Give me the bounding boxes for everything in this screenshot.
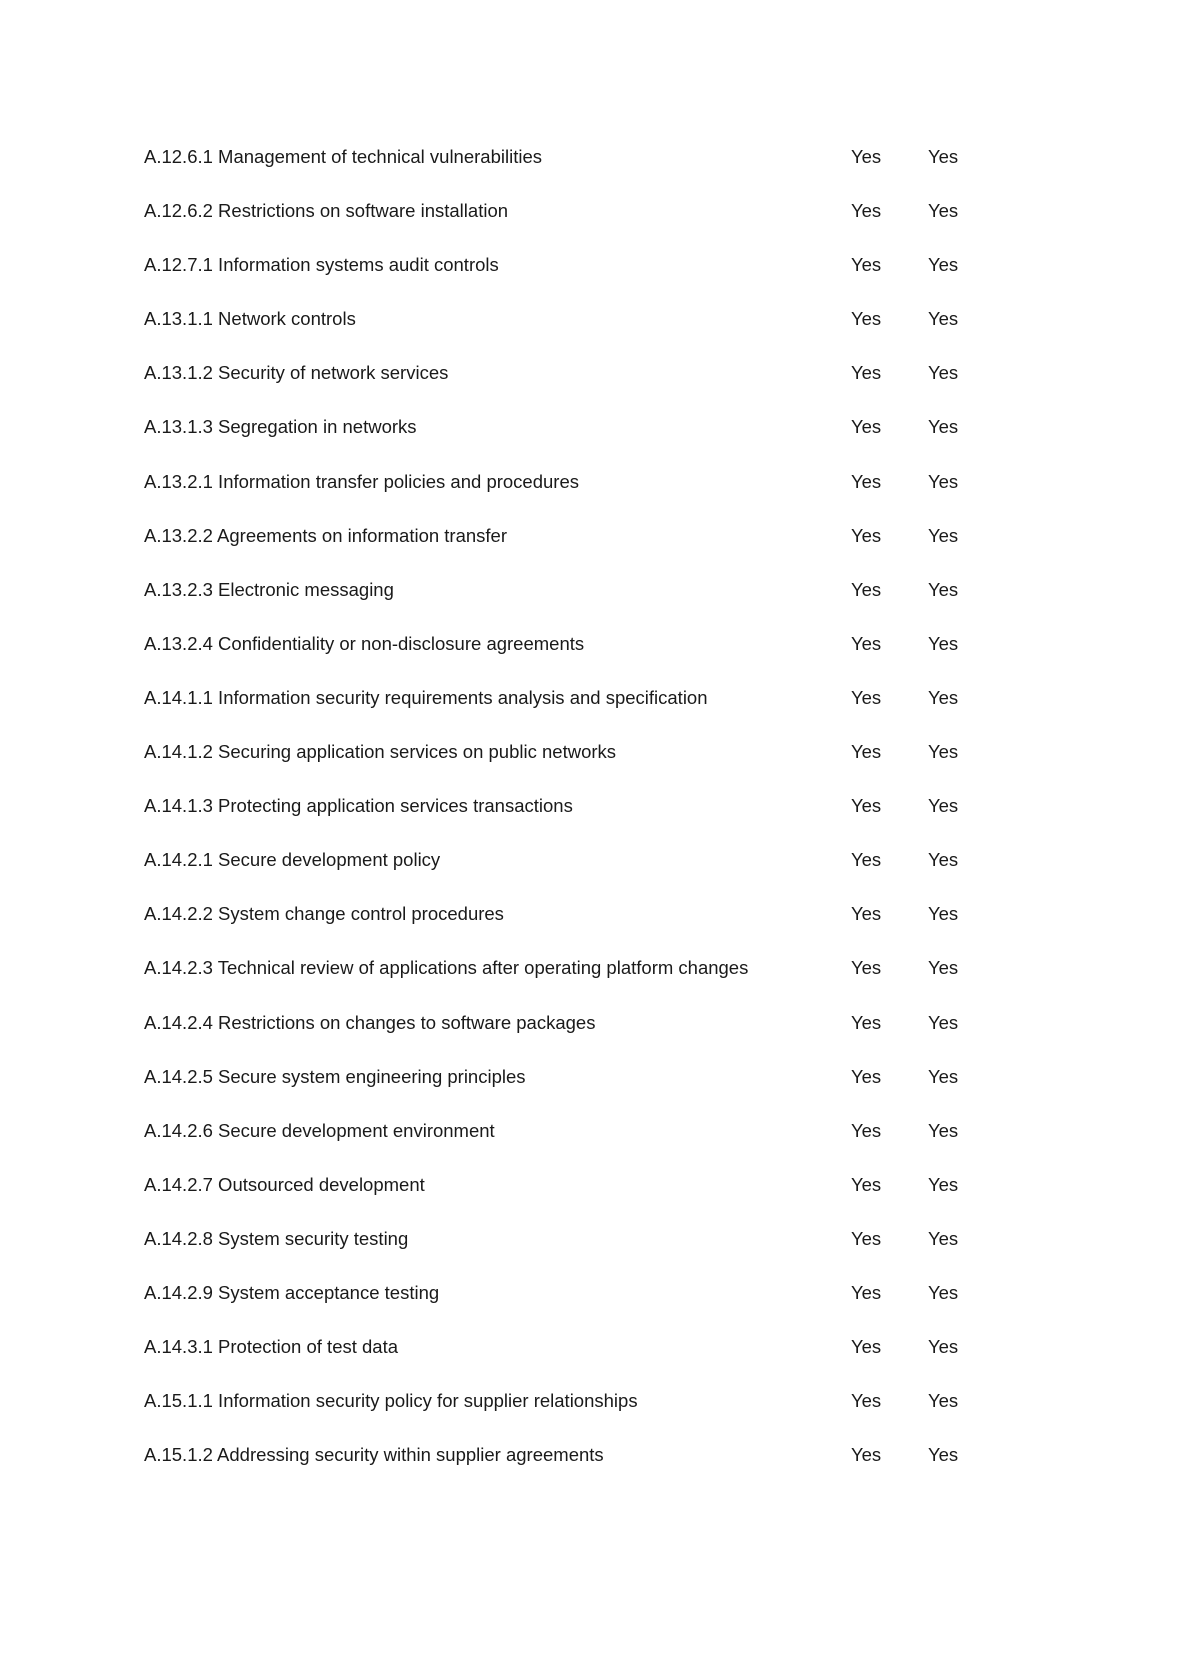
control-name: A.14.2.7 Outsourced development	[144, 1173, 425, 1195]
status-column-2: Yes	[928, 957, 959, 979]
status-column-1: Yes	[851, 1444, 882, 1466]
status-column-1: Yes	[851, 632, 882, 654]
control-name: A.12.6.1 Management of technical vulnerabilities	[144, 146, 542, 167]
status-column-1: Yes	[851, 795, 882, 817]
table-row	[0, 794, 1180, 848]
status-column-2: Yes	[928, 524, 959, 546]
table-row	[0, 632, 1180, 686]
status-column-2: Yes	[928, 308, 959, 330]
status-column-1: Yes	[851, 524, 882, 546]
status-column-2: Yes	[928, 1227, 959, 1249]
status-column-2: Yes	[928, 200, 959, 222]
table-row	[0, 1119, 1180, 1173]
status-column-2: Yes	[928, 362, 959, 384]
table-row	[0, 956, 1180, 1010]
control-name: A.13.2.4 Confidentiality or non-disclosure agreements	[144, 632, 585, 654]
status-column-2: Yes	[928, 903, 959, 925]
table-row	[0, 361, 1180, 415]
control-name: A.15.1.1 Information security policy for supplier relationships	[144, 1390, 638, 1412]
status-column-1: Yes	[851, 1281, 882, 1303]
table-row	[0, 145, 1180, 199]
status-column-1: Yes	[851, 146, 882, 167]
table-row	[0, 578, 1180, 632]
status-column-1: Yes	[851, 686, 882, 708]
status-column-1: Yes	[851, 1119, 882, 1141]
status-column-1: Yes	[851, 1390, 882, 1412]
control-name: A.12.6.2 Restrictions on software installation	[144, 200, 509, 222]
status-column-1: Yes	[851, 254, 882, 276]
control-name: A.13.2.2 Agreements on information transfer	[144, 524, 508, 546]
table-row	[0, 524, 1180, 578]
status-column-2: Yes	[928, 1444, 959, 1466]
table-row	[0, 1443, 1180, 1497]
status-column-1: Yes	[851, 741, 882, 763]
table-row	[0, 740, 1180, 794]
control-name: A.14.2.5 Secure system engineering principles	[144, 1065, 526, 1087]
status-column-1: Yes	[851, 578, 882, 600]
control-name: A.14.2.6 Secure development environment	[144, 1119, 495, 1141]
table-row	[0, 1389, 1180, 1443]
table-row	[0, 1173, 1180, 1227]
status-column-1: Yes	[851, 1011, 882, 1033]
control-name: A.14.2.9 System acceptance testing	[144, 1281, 440, 1303]
control-name: A.14.1.2 Securing application services on public networks	[144, 741, 617, 763]
table-row	[0, 199, 1180, 253]
control-name: A.14.2.2 System change control procedures	[144, 903, 504, 925]
status-column-1: Yes	[851, 308, 882, 330]
status-column-2: Yes	[928, 632, 959, 654]
status-column-2: Yes	[928, 849, 959, 871]
status-column-2: Yes	[928, 1173, 959, 1195]
table-row	[0, 415, 1180, 469]
table-row	[0, 253, 1180, 307]
status-column-1: Yes	[851, 1336, 882, 1358]
status-column-2: Yes	[928, 1336, 959, 1358]
status-column-1: Yes	[851, 903, 882, 925]
control-name: A.13.2.3 Electronic messaging	[144, 578, 394, 600]
control-name: A.14.3.1 Protection of test data	[144, 1336, 399, 1358]
status-column-2: Yes	[928, 470, 959, 492]
control-name: A.13.1.1 Network controls	[144, 308, 356, 330]
control-name: A.14.2.3 Technical review of applications after operating platform changes	[144, 957, 749, 979]
control-name: A.12.7.1 Information systems audit controls	[144, 254, 499, 276]
control-name: A.14.1.1 Information security requirements analysis and specification	[144, 686, 708, 708]
table-row	[0, 307, 1180, 361]
control-name: A.13.1.2 Security of network services	[144, 362, 449, 384]
control-name: A.14.2.8 System security testing	[144, 1227, 409, 1249]
table-row	[0, 1227, 1180, 1281]
status-column-2: Yes	[928, 741, 959, 763]
control-name: A.14.2.1 Secure development policy	[144, 849, 441, 871]
status-column-2: Yes	[928, 1119, 959, 1141]
control-name: A.14.1.3 Protecting application services transactions	[144, 795, 573, 817]
table-row	[0, 1335, 1180, 1389]
status-column-1: Yes	[851, 1227, 882, 1249]
status-column-2: Yes	[928, 686, 959, 708]
table-row	[0, 686, 1180, 740]
table-row	[0, 848, 1180, 902]
controls-table	[0, 145, 1180, 1497]
status-column-2: Yes	[928, 1011, 959, 1033]
table-row	[0, 1065, 1180, 1119]
status-column-2: Yes	[928, 254, 959, 276]
control-name: A.15.1.2 Addressing security within supplier agreements	[144, 1444, 604, 1466]
status-column-2: Yes	[928, 146, 959, 167]
status-column-2: Yes	[928, 1281, 959, 1303]
status-column-1: Yes	[851, 200, 882, 222]
table-row	[0, 902, 1180, 956]
status-column-1: Yes	[851, 362, 882, 384]
status-column-2: Yes	[928, 1065, 959, 1087]
status-column-2: Yes	[928, 416, 959, 438]
status-column-1: Yes	[851, 1065, 882, 1087]
table-row	[0, 1011, 1180, 1065]
control-name: A.13.2.1 Information transfer policies and procedures	[144, 470, 579, 492]
status-column-1: Yes	[851, 957, 882, 979]
control-name: A.14.2.4 Restrictions on changes to software packages	[144, 1011, 596, 1033]
status-column-2: Yes	[928, 1390, 959, 1412]
status-column-1: Yes	[851, 849, 882, 871]
status-column-2: Yes	[928, 578, 959, 600]
control-name: A.13.1.3 Segregation in networks	[144, 416, 417, 438]
status-column-1: Yes	[851, 470, 882, 492]
status-column-2: Yes	[928, 795, 959, 817]
status-column-1: Yes	[851, 1173, 882, 1195]
table-row	[0, 470, 1180, 524]
table-row	[0, 1281, 1180, 1335]
status-column-1: Yes	[851, 416, 882, 438]
